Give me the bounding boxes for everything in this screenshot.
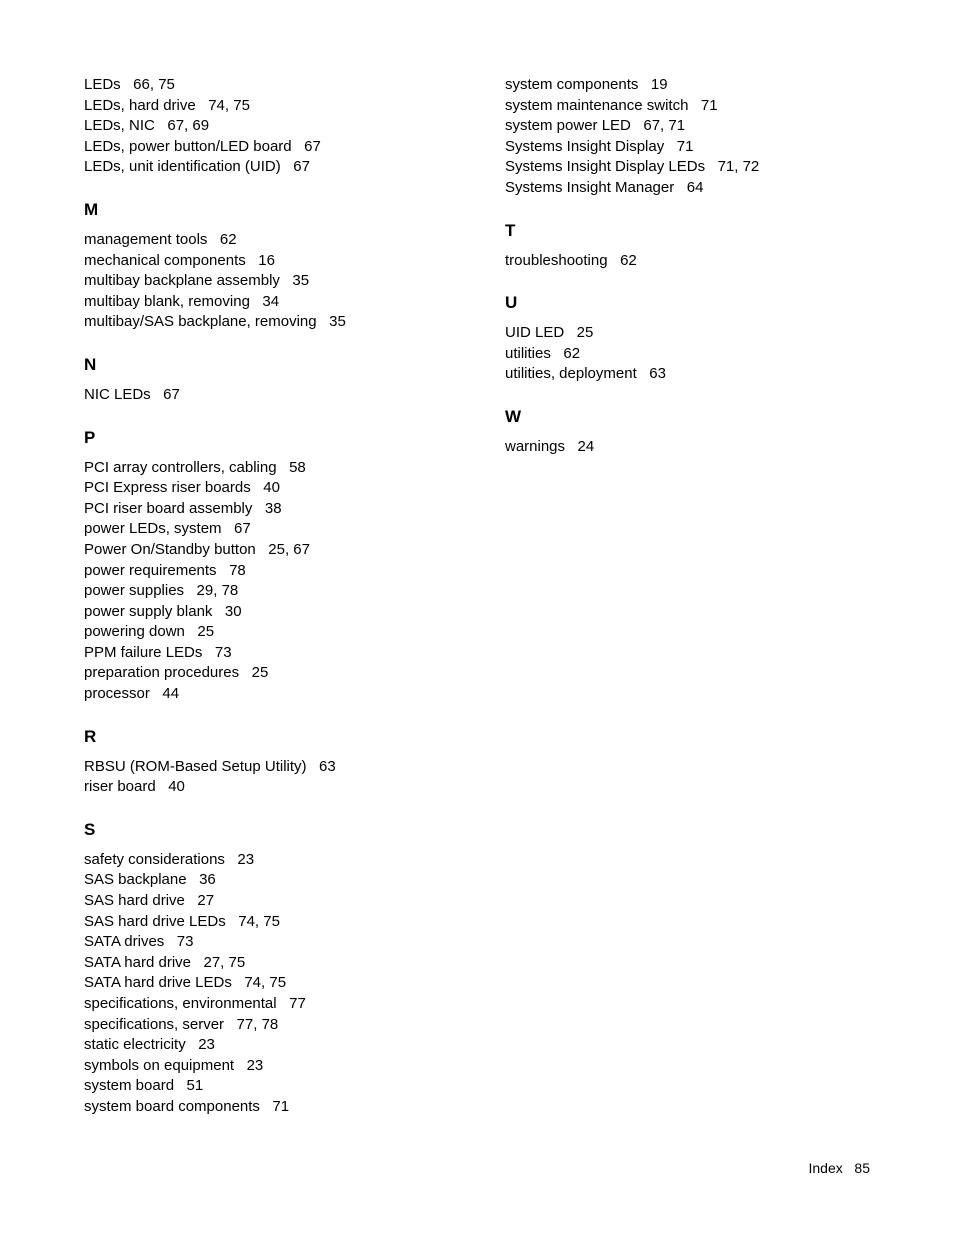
section-letter: N [84,354,97,374]
index-entry: powering down 25 [84,623,215,641]
index-entry: power requirements 78 [84,561,246,579]
intro-entries [505,75,885,199]
index-entry: preparation procedures 25 [84,664,269,682]
index-entry: LEDs, power button/LED board 67 [84,137,321,155]
index-section-s [84,820,464,1118]
index-entry: NIC LEDs 67 [84,385,180,403]
index-entry: PCI riser board assembly 38 [84,499,282,517]
index-entry: SAS hard drive 27 [84,892,215,910]
index-entry: specifications, server 77, 78 [84,1015,279,1033]
index-entry: LEDs, NIC 67, 69 [84,117,210,135]
index-entry: multibay/SAS backplane, removing 35 [84,313,346,331]
section-letter: R [84,726,97,746]
index-section-n [84,355,464,406]
section-letter: T [505,220,516,240]
section-letter: P [84,427,96,447]
index-entry: multibay blank, removing 34 [84,292,280,310]
index-entry: power supplies 29, 78 [84,582,239,600]
index-entry: multibay backplane assembly 35 [84,272,310,290]
index-entry: system board components 71 [84,1097,290,1115]
index-entry: processor 44 [84,685,180,703]
index-entry: utilities, deployment 63 [505,365,666,383]
page-footer: Index 85 [808,1160,870,1176]
index-entry: LEDs, unit identification (UID) 67 [84,158,310,176]
index-column-right [505,75,885,458]
index-entry: mechanical components 16 [84,251,275,269]
index-entry: system power LED 67, 71 [505,117,686,135]
index-section-r [84,727,464,798]
index-entry: symbols on equipment 23 [84,1056,264,1074]
index-entry: PPM failure LEDs 73 [84,643,232,661]
index-entry: PCI Express riser boards 40 [84,479,280,497]
section-letter: U [505,293,518,313]
index-entry: Systems Insight Display LEDs 71, 72 [505,158,760,176]
index-entry: riser board 40 [84,778,185,796]
index-entry: RBSU (ROM-Based Setup Utility) 63 [84,757,336,775]
index-section-w [505,407,885,458]
index-entry: system maintenance switch 71 [505,96,718,114]
intro-entries [84,75,464,178]
index-entry: LEDs 66, 75 [84,76,175,93]
index-entry: Power On/Standby button 25, 67 [84,540,310,558]
index-column-left [84,75,464,1118]
index-entry: troubleshooting 62 [505,251,637,269]
index-entry: system board 51 [84,1077,204,1095]
index-entry: PCI array controllers, cabling 58 [84,458,306,476]
index-entry: management tools 62 [84,230,237,248]
index-entry: specifications, environmental 77 [84,995,306,1012]
index-entry: power supply blank 30 [84,602,242,620]
section-letter: M [84,199,99,219]
index-entry: UID LED 25 [505,324,594,342]
index-entry: Systems Insight Display 71 [505,137,694,155]
index-entry: LEDs, hard drive 74, 75 [84,96,250,114]
section-letter: S [84,819,96,839]
index-entry: safety considerations 23 [84,850,255,868]
index-entry: SATA drives 73 [84,933,194,951]
index-entry: static electricity 23 [84,1036,215,1054]
index-section-u [505,293,885,385]
index-entry: SATA hard drive LEDs 74, 75 [84,974,287,992]
section-letter: W [505,406,522,426]
index-entry: power LEDs, system 67 [84,520,251,538]
index-entry: warnings 24 [505,437,595,455]
index-entry: SATA hard drive 27, 75 [84,953,246,971]
index-entry: SAS backplane 36 [84,871,216,889]
index-entry: SAS hard drive LEDs 74, 75 [84,912,280,930]
index-entry: utilities 62 [505,344,581,362]
index-entry: system components 19 [505,76,668,93]
index-section-t [505,221,885,272]
index-section-m [84,200,464,333]
index-section-p [84,428,464,705]
index-entry: Systems Insight Manager 64 [505,178,704,196]
